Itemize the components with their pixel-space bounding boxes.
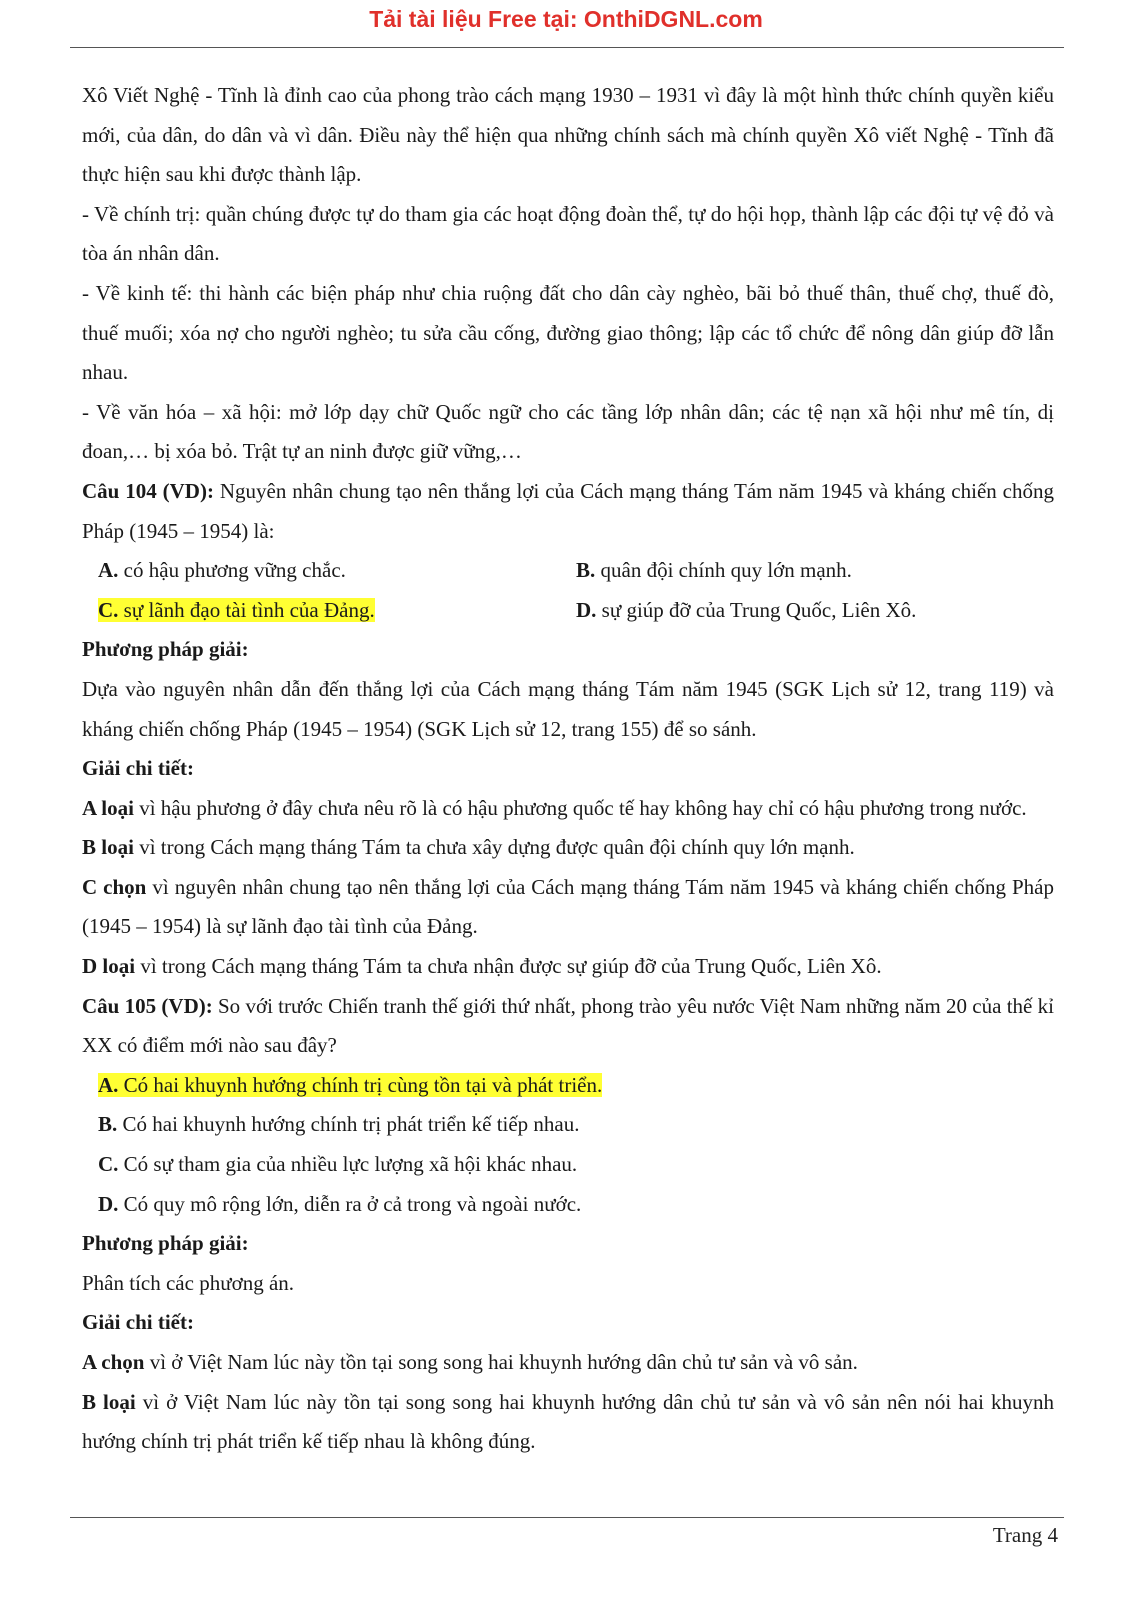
option-letter: B. xyxy=(576,558,596,583)
page-content xyxy=(82,76,1054,1462)
option-text: sự lãnh đạo tài tình của Đảng. xyxy=(118,597,375,622)
option-text: Có hai khuynh hướng chính trị phát triển kế tiếp nhau. xyxy=(117,1112,580,1137)
option-text: Có sự tham gia của nhiều lực lượng xã hội khác nhau. xyxy=(118,1152,578,1177)
q104-option-a xyxy=(98,551,576,591)
option-text: Có hai khuynh hướng chính trị cùng tồn tại và phát triển. xyxy=(118,1072,603,1097)
q104-detail-a xyxy=(82,789,1054,829)
heading-text: Giải chi tiết: xyxy=(82,756,194,781)
option-letter: A. xyxy=(98,558,119,583)
question-104 xyxy=(82,472,1054,551)
q104-options-row-1 xyxy=(82,551,1054,591)
question-104-label: Câu 104 (VD): xyxy=(82,478,214,503)
q105-option-b xyxy=(82,1105,1054,1145)
q105-option-c xyxy=(82,1145,1054,1185)
option-text: quân đội chính quy lớn mạnh. xyxy=(595,558,852,583)
q105-detail-b xyxy=(82,1383,1054,1462)
q104-detail-c xyxy=(82,868,1054,947)
intro-economy: - Về kinh tế: thi hành các biện pháp như chia ruộng đất cho dân cày nghèo, bãi bỏ thuế thân, thuế chợ, thuế đò, thuế muối; xóa nợ cho người nghèo; tu sửa cầu cống, đường giao thông; lập các tổ chức để nông dân giúp đỡ lẫn nhau. xyxy=(82,280,1054,385)
intro-culture: - Về văn hóa – xã hội: mở lớp dạy chữ Quốc ngữ cho các tầng lớp nhân dân; các tệ nạn xã hội như mê tín, dị đoan,… bị xóa bỏ. Trật tự an ninh được giữ vững,… xyxy=(82,399,1054,464)
detail-text: vì ở Việt Nam lúc này tồn tại song song hai khuynh hướng dân chủ tư sản và vô sản. xyxy=(144,1350,858,1374)
heading-text: Phương pháp giải: xyxy=(82,637,249,662)
header-divider xyxy=(70,47,1064,48)
detail-lead: C chọn xyxy=(82,874,147,899)
detail-text: vì trong Cách mạng tháng Tám ta chưa xây dựng được quân đội chính quy lớn mạnh. xyxy=(133,835,855,860)
option-letter: D. xyxy=(576,597,597,622)
detail-text: vì trong Cách mạng tháng Tám ta chưa nhận được sự giúp đỡ của Trung Quốc, Liên Xô. xyxy=(135,954,882,979)
site-header-link[interactable]: Tải tài liệu Free tại: OnthiDGNL.com xyxy=(369,6,763,32)
q104-method-heading xyxy=(82,630,1054,670)
detail-lead: B loại xyxy=(82,1389,136,1414)
q104-option-c xyxy=(98,591,576,631)
q105-detail-heading xyxy=(82,1303,1054,1343)
detail-text: vì hậu phương ở đây chưa nêu rõ là có hậu phương quốc tế hay không hay chỉ có hậu phương trong nước. xyxy=(133,795,1027,820)
detail-lead: B loại xyxy=(82,835,134,860)
question-105 xyxy=(82,987,1054,1066)
question-105-label: Câu 105 (VD): xyxy=(82,993,213,1018)
option-letter: C. xyxy=(98,1152,119,1177)
q105-method-heading xyxy=(82,1224,1054,1264)
q104-detail-b xyxy=(82,828,1054,868)
q104-method-text: Dựa vào nguyên nhân dẫn đến thắng lợi của Cách mạng tháng Tám năm 1945 (SGK Lịch sử 12, trang 119) và kháng chiến chống Pháp (1945 – 1954) (SGK Lịch sử 12, trang 155) để so sánh. xyxy=(82,676,1054,741)
option-letter: D. xyxy=(98,1191,119,1216)
option-letter: A. xyxy=(98,1072,119,1097)
q105-option-d xyxy=(82,1185,1054,1225)
q105-detail-a xyxy=(82,1343,1054,1383)
footer-divider xyxy=(70,1517,1064,1518)
q105-option-a xyxy=(82,1066,1054,1106)
detail-lead: D loại xyxy=(82,954,136,979)
option-text: có hậu phương vững chắc. xyxy=(118,558,346,583)
detail-lead: A loại xyxy=(82,795,134,820)
q104-option-d xyxy=(576,591,1054,631)
option-text: Có quy mô rộng lớn, diễn ra ở cả trong và ngoài nước. xyxy=(118,1191,582,1216)
q104-detail-d xyxy=(82,947,1054,987)
q104-detail-heading xyxy=(82,749,1054,789)
question-104-text: Nguyên nhân chung tạo nên thắng lợi của Cách mạng tháng Tám năm 1945 và kháng chiến chống Pháp (1945 – 1954) là: xyxy=(82,478,1054,543)
q105-method-text: Phân tích các phương án. xyxy=(82,1270,295,1295)
intro-paragraph: Xô Viết Nghệ - Tĩnh là đỉnh cao của phong trào cách mạng 1930 – 1931 vì đây là một hình thức chính quyền kiểu mới, của dân, do dân và vì dân. Điều này thể hiện qua những chính sách mà chính quyền Xô viết Nghệ - Tĩnh đã thực hiện sau khi được thành lập. xyxy=(82,83,1054,187)
page-number: Trang 4 xyxy=(992,1523,1058,1547)
option-letter: C. xyxy=(98,597,119,622)
correct-answer-highlight xyxy=(98,1073,602,1097)
correct-answer-highlight xyxy=(98,598,375,622)
q104-options-row-2 xyxy=(82,591,1054,631)
intro-politics: - Về chính trị: quần chúng được tự do tham gia các hoạt động đoàn thể, tự do hội họp, thành lập các đội tự vệ đỏ và tòa án nhân dân. xyxy=(82,201,1054,266)
heading-text: Phương pháp giải: xyxy=(82,1231,249,1256)
detail-lead: A chọn xyxy=(82,1350,145,1374)
option-letter: B. xyxy=(98,1112,118,1137)
detail-text: vì nguyên nhân chung tạo nên thắng lợi của Cách mạng tháng Tám năm 1945 và kháng chiến chống Pháp (1945 – 1954) là sự lãnh đạo tài tình của Đảng. xyxy=(82,874,1054,939)
detail-text: vì ở Việt Nam lúc này tồn tại song song hai khuynh hướng dân chủ tư sản và vô sản nên nói hai khuynh hướng chính trị phát triển kế tiếp nhau là không đúng. xyxy=(82,1389,1054,1454)
q104-option-b xyxy=(576,551,1054,591)
heading-text: Giải chi tiết: xyxy=(82,1310,194,1335)
question-105-text: So với trước Chiến tranh thế giới thứ nhất, phong trào yêu nước Việt Nam những năm 20 của thế kỉ XX có điểm mới nào sau đây? xyxy=(82,993,1054,1058)
option-text: sự giúp đỡ của Trung Quốc, Liên Xô. xyxy=(596,597,917,622)
